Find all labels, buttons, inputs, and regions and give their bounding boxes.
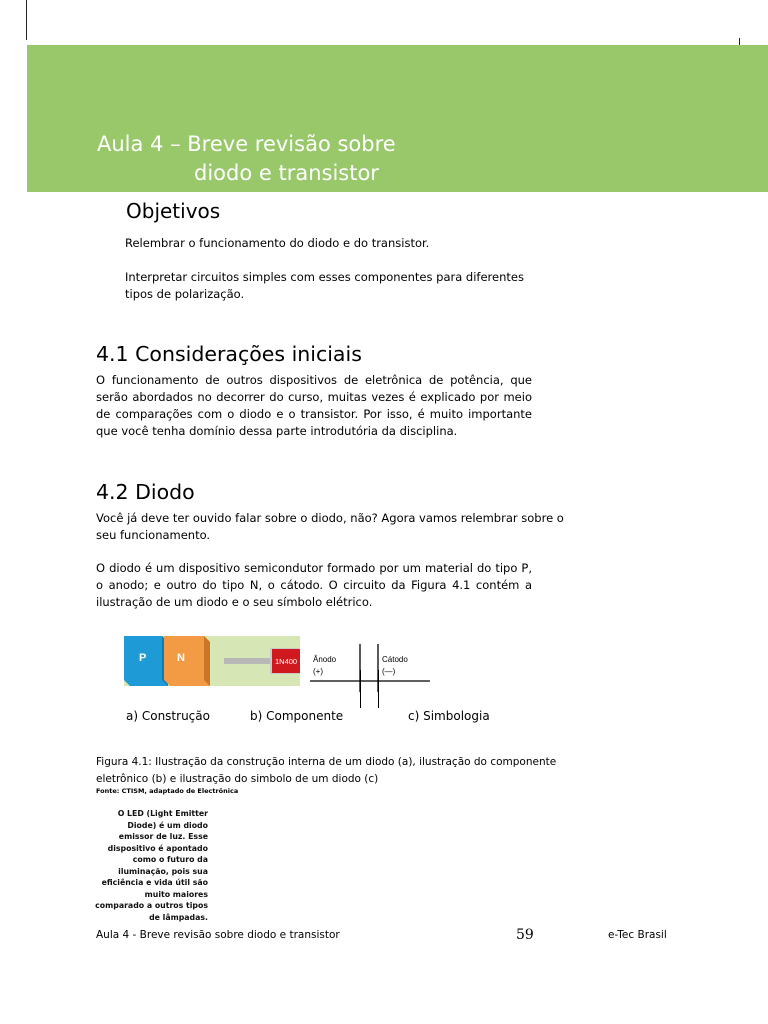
led-side-note: O LED (Light Emitter Diode) é um diodo emissor de luz. Esse dispositivo é apontado como o futuro da iluminação, pois sua eficiência e vida útil são muito maiores comparado a outros tipos de lâmpadas. <box>95 809 208 922</box>
anode-sign: (+) <box>313 667 323 676</box>
section-4-1-heading: 4.1 Considerações iniciais <box>96 342 362 366</box>
symbol-cathode-line-lower <box>378 670 379 708</box>
objectives-heading: Objetivos <box>126 199 221 223</box>
component-lead <box>224 658 274 664</box>
figure-label-b: b) Componente <box>250 709 344 723</box>
p-label: P <box>139 652 147 664</box>
footer-chapter: Aula 4 - Breve revisão sobre diodo e transistor <box>96 929 340 941</box>
page-number: 59 <box>516 927 534 943</box>
figure-label-c: c) Simbologia <box>408 709 490 723</box>
crop-mark-top-left-v <box>26 0 27 40</box>
n-label: N <box>177 652 185 664</box>
figure-label-a: a) Construção <box>126 709 210 723</box>
figure-source: Fonte: CTISM, adaptado de Electrônica <box>96 787 239 795</box>
diode-figure-diagram <box>124 636 444 692</box>
figure-caption: Figura 4.1: Ilustração da construção interna de um diodo (a), ilustração do componente eletrônico (b) e ilustração do simbolo de um diodo (c) <box>96 756 557 785</box>
section-4-2-heading: 4.2 Diodo <box>96 480 195 504</box>
chapter-title-line2: diodo e transistor <box>194 161 379 185</box>
section-4-1-body: O funcionamento de outros dispositivos de eletrônica de potência, que serão abordados no decorrer do curso, muitas vezes é explicado por meio de comparações com o diodo e o transistor. Por isso, é muito importante que você tenha domínio dessa parte introdutória da disciplina. <box>96 373 532 438</box>
n-block <box>164 636 210 686</box>
section-4-2-para1: Você já deve ter ouvido falar sobre o diodo, não? Agora vamos relembrar sobre o seu funcionamento. <box>96 511 564 542</box>
objective-item-2: Interpretar circuitos simples com esses componentes para diferentes tipos de polarização. <box>125 270 524 301</box>
component-marking: 1N400 <box>275 657 298 666</box>
footer-brand: e-Tec Brasil <box>608 929 667 941</box>
p-block <box>124 636 168 686</box>
symbol-anode-line-lower <box>360 670 361 708</box>
anode-label: Ânodo <box>313 655 337 664</box>
section-4-2-para2: O diodo é um dispositivo semicondutor formado por um material do tipo P, o anodo; e outro do tipo N, o cátodo. O circuito da Figura 4.1 contém a ilustração de um diodo e o seu símbolo elétrico. <box>96 561 532 609</box>
chapter-title-line1: Aula 4 – Breve revisão sobre <box>97 132 396 156</box>
objective-item-1: Relembrar o funcionamento do diodo e do transistor. <box>125 236 430 250</box>
cathode-label: Cátodo <box>382 655 408 664</box>
cathode-sign: (—) <box>382 667 396 676</box>
chapter-title <box>97 130 396 188</box>
